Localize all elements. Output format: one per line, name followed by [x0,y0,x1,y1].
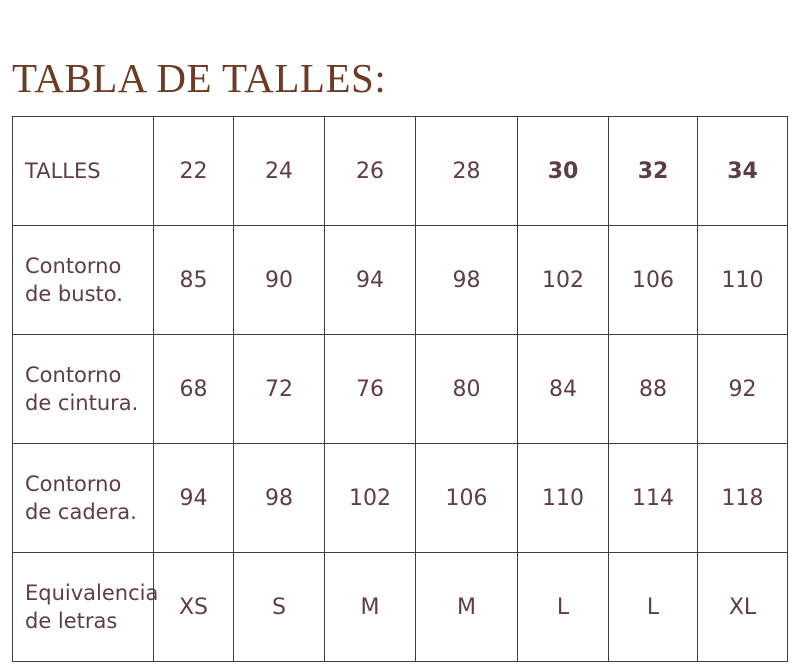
table-cell: 92 [698,335,788,444]
table-header-cell: 32 [609,117,698,226]
page-title: TABLA DE TALLES: [12,55,387,101]
table-cell: 110 [518,444,609,553]
table-header-cell: 24 [234,117,325,226]
table-header-cell: 34 [698,117,788,226]
row-label: Contorno de cintura. [13,335,154,444]
table-cell: S [234,553,325,662]
table-header-cell: 22 [154,117,234,226]
table-cell: XL [698,553,788,662]
table-cell: 110 [698,226,788,335]
size-table [12,116,788,662]
row-label: Equivalencia de letras [13,553,154,662]
table-cell: 90 [234,226,325,335]
table-cell: 106 [416,444,518,553]
table-cell: L [609,553,698,662]
row-label: Contorno de busto. [13,226,154,335]
table-cell: 72 [234,335,325,444]
table-row-cadera [13,444,788,553]
table-cell: 85 [154,226,234,335]
table-cell: L [518,553,609,662]
table-header-cell: 30 [518,117,609,226]
table-header-row [13,117,788,226]
table-header-cell: 28 [416,117,518,226]
table-cell: 98 [234,444,325,553]
row-label: Contorno de cadera. [13,444,154,553]
table-cell: 98 [416,226,518,335]
table-cell: M [325,553,416,662]
table-row-busto [13,226,788,335]
table-header-label: TALLES [13,117,154,226]
table-cell: 94 [154,444,234,553]
table-cell: XS [154,553,234,662]
table-cell: 102 [518,226,609,335]
table-row-cintura [13,335,788,444]
table-cell: M [416,553,518,662]
table-cell: 80 [416,335,518,444]
table-cell: 106 [609,226,698,335]
table-row-equivalencia [13,553,788,662]
table-cell: 102 [325,444,416,553]
table-cell: 118 [698,444,788,553]
table-cell: 94 [325,226,416,335]
table-cell: 76 [325,335,416,444]
table-header-cell: 26 [325,117,416,226]
table-cell: 114 [609,444,698,553]
table-cell: 84 [518,335,609,444]
table-cell: 68 [154,335,234,444]
table-cell: 88 [609,335,698,444]
